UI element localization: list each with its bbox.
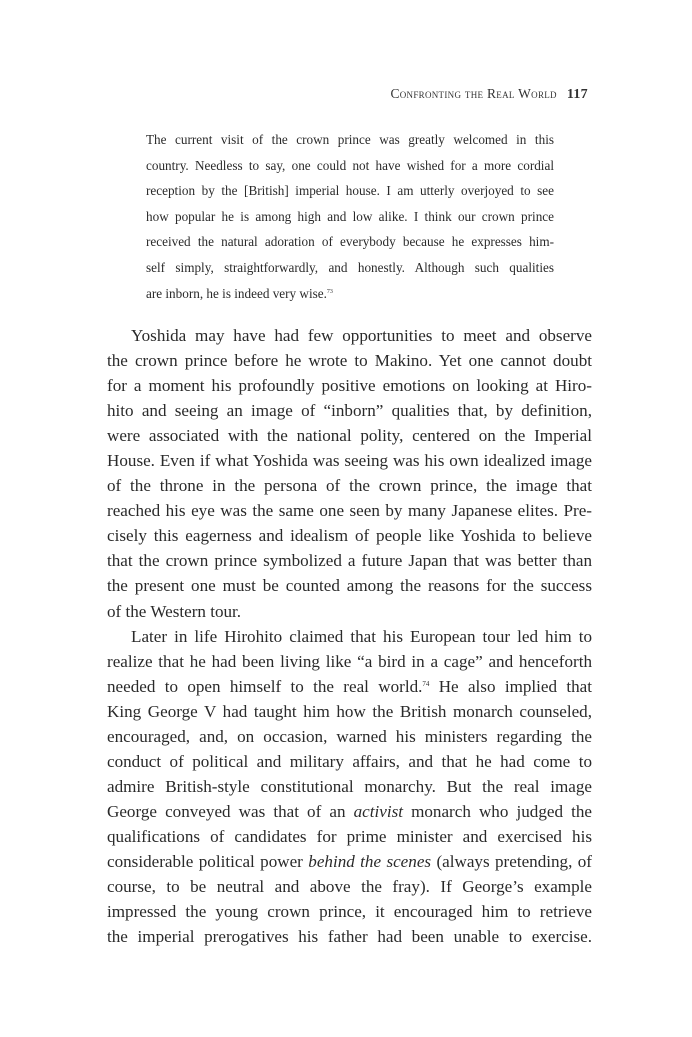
paragraph-line: the present one must be counted among the reasons for the success (107, 576, 592, 596)
quote-line-text: are inborn, he is indeed very wise. (146, 285, 327, 301)
text-run: George conveyed was that of an (107, 801, 354, 821)
paragraph-line: encouraged, and, on occasion, warned his ministers regarding the (107, 726, 592, 746)
body-text (107, 323, 592, 949)
footnote-ref-73: 73 (326, 288, 333, 295)
paragraph-line: reached his eye was the same one seen by many Japanese elites. Pre- (107, 501, 592, 521)
quote-line-last (146, 281, 554, 307)
text-run: He also implied that (429, 676, 592, 696)
quote-line: reception by the [British] imperial house. I am utterly overjoyed to see (146, 183, 554, 199)
paragraph-line (107, 799, 592, 824)
paragraph-line: conduct of political and military affairs, and that he had come to (107, 751, 592, 771)
paragraph-line: realize that he had been living like “a bird in a cage” and henceforth (107, 651, 592, 671)
paragraph-line: the crown prince before he wrote to Makino. Yet one cannot doubt (107, 351, 592, 371)
paragraph-line: King George V had taught him how the British monarch counseled, (107, 701, 592, 721)
paragraph-line: for a moment his profoundly positive emotions on looking at Hiro- (107, 376, 592, 396)
running-title: Confronting the Real World (390, 86, 557, 101)
paragraph-line: course, to be neutral and above the fray). If George’s example (107, 877, 592, 897)
block-quote (146, 127, 554, 306)
paragraph-line: qualifications of candidates for prime minister and exercised his (107, 826, 592, 846)
paragraph-line: impressed the young crown prince, it encouraged him to retrieve (107, 902, 592, 922)
paragraph-line: admire British-style constitutional monarchy. But the real image (107, 776, 592, 796)
running-header (390, 86, 588, 103)
quote-line: received the natural adoration of everybody because he expresses him- (146, 234, 554, 250)
text-run: considerable political power (107, 851, 309, 871)
page-number: 117 (566, 87, 588, 102)
paragraph-line: the imperial prerogatives his father had been unable to exercise. (107, 927, 592, 947)
quote-line: country. Needless to say, one could not have wished for a more cordial (146, 157, 554, 173)
paragraph-line: that the crown prince symbolized a future Japan that was better than (107, 551, 592, 571)
quote-line: how popular he is among high and low alike. I think our crown prince (146, 208, 554, 224)
paragraph-line: cisely this eagerness and idealism of people like Yoshida to believe (107, 526, 592, 546)
paragraph-line (107, 849, 592, 874)
paragraph-line: House. Even if what Yoshida was seeing was his own idealized image (107, 451, 592, 471)
text-run: needed to open himself to the real world. (107, 676, 423, 696)
paragraph-line: Yoshida may have had few opportunities to meet and observe (131, 326, 592, 345)
text-run: (always pretending, of (431, 851, 592, 871)
text-run: monarch who judged the (402, 801, 592, 821)
quote-line: self simply, straightforwardly, and honestly. Although such qualities (146, 259, 554, 275)
paragraph-line: hito and seeing an image of “inborn” qualities that, by definition, (107, 401, 592, 421)
paragraph-line: of the throne in the persona of the crown prince, the image that (107, 476, 592, 496)
paragraph-line: Later in life Hirohito claimed that his European tour led him to (131, 626, 592, 646)
emphasis-activist: activist (353, 801, 403, 821)
footnote-ref-74: 74 (422, 679, 430, 688)
emphasis-behind-the-scenes: behind the scenes (308, 851, 432, 871)
paragraph-line: were associated with the national polity, centered on the Imperial (107, 426, 592, 446)
paragraph-line: of the Western tour. (107, 601, 242, 621)
paragraph-line (107, 674, 592, 699)
quote-line: The current visit of the crown prince was greatly welcomed in this (146, 132, 554, 147)
